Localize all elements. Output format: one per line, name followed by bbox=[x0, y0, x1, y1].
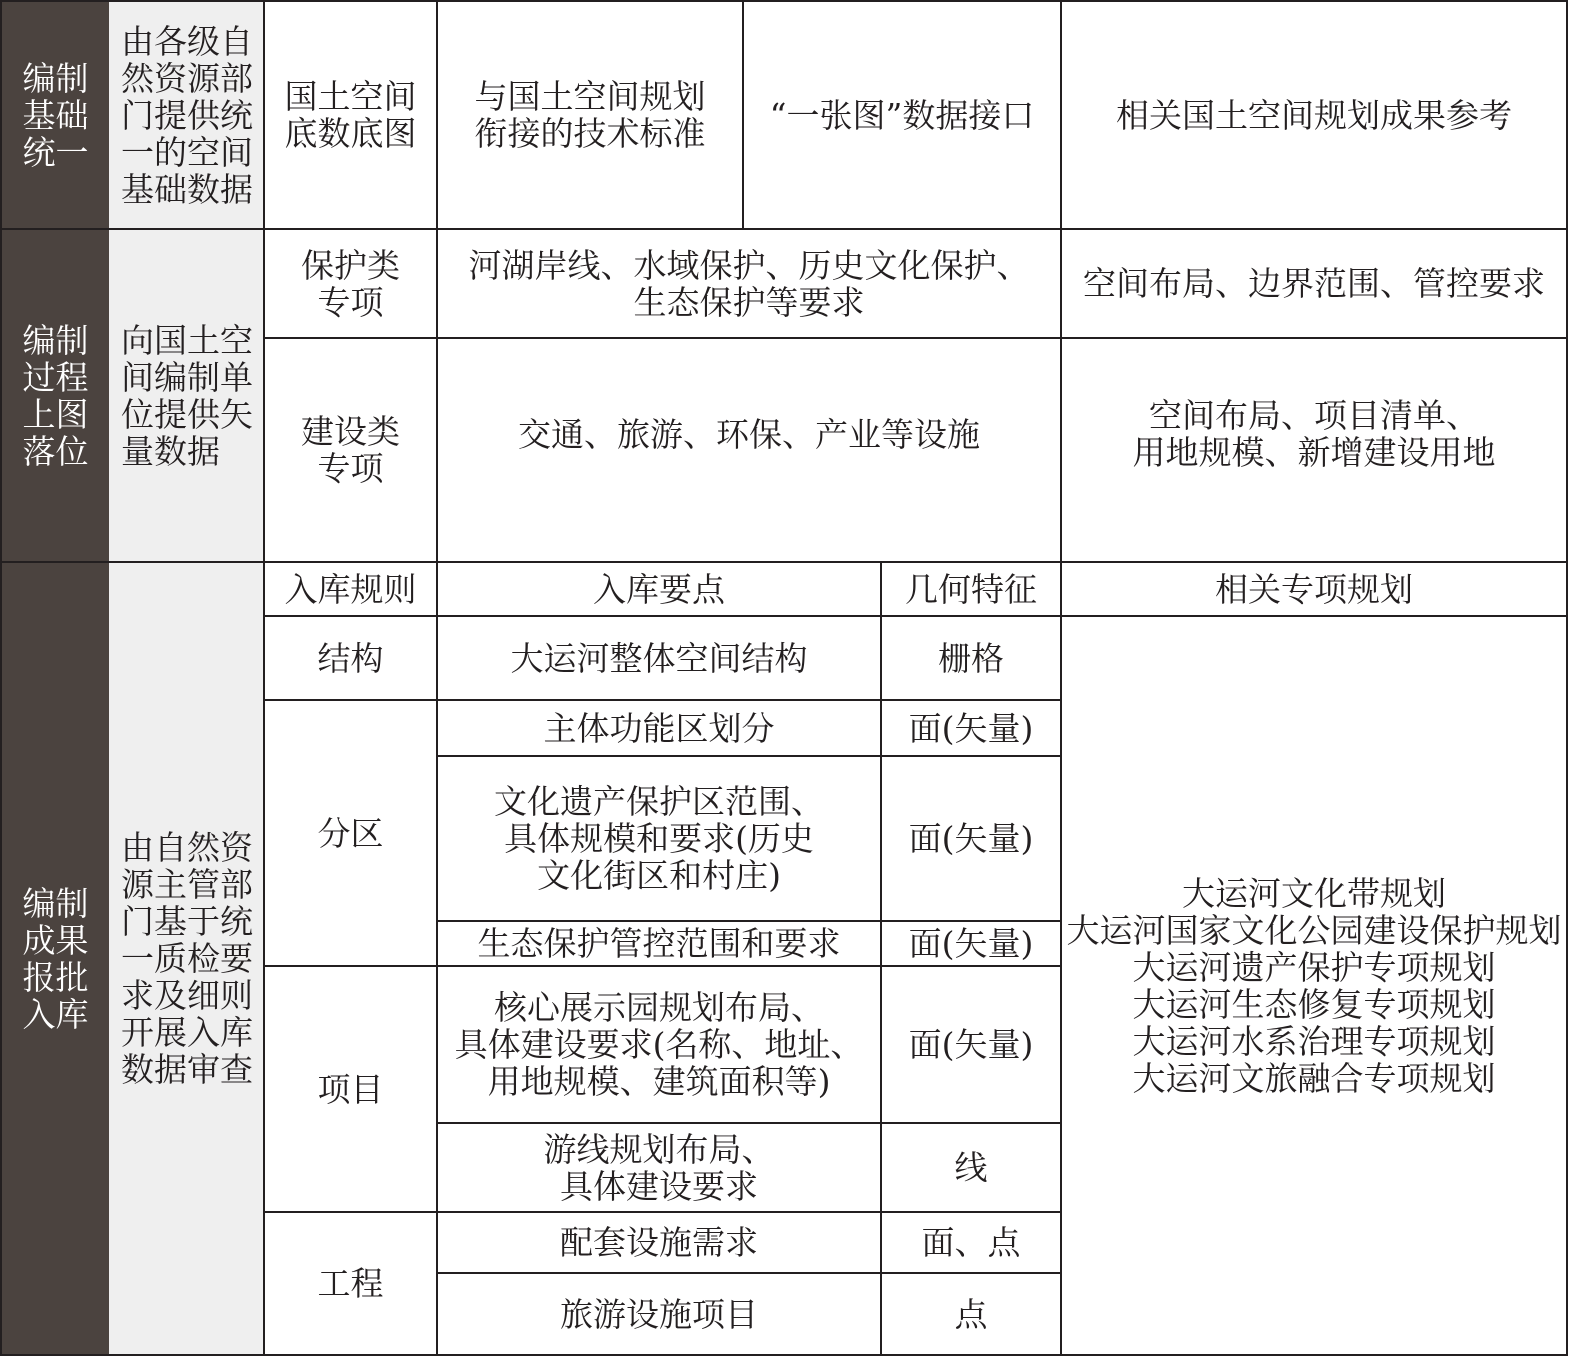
row-point bbox=[438, 617, 880, 699]
process-result-construction bbox=[1062, 339, 1566, 529]
row-geometry bbox=[882, 617, 1060, 699]
row-point-text: 主体功能区划分 bbox=[543, 708, 775, 748]
group-engineering bbox=[265, 1213, 436, 1354]
stage-label-approval bbox=[2, 563, 109, 1354]
header-geometry bbox=[882, 563, 1060, 615]
header-plans-text: 相关专项规划 bbox=[1215, 569, 1413, 609]
divider bbox=[438, 920, 1060, 922]
row-point-text: 生态保护管控范围和要求 bbox=[477, 924, 841, 963]
row-geometry bbox=[882, 1213, 1060, 1272]
header-rule-text: 入库规则 bbox=[284, 569, 417, 609]
header-plans bbox=[1062, 563, 1566, 615]
divider bbox=[880, 561, 882, 1356]
row-point bbox=[438, 1124, 880, 1211]
section-desc-process bbox=[109, 230, 263, 561]
row-point bbox=[438, 1274, 880, 1354]
group-engineering-text: 工程 bbox=[317, 1264, 384, 1303]
row-geometry-text: 面(矢量) bbox=[908, 708, 1034, 748]
group-structure bbox=[265, 617, 436, 699]
row-geometry bbox=[882, 967, 1060, 1122]
section-desc-basis bbox=[109, 2, 263, 228]
related-plans-list bbox=[1062, 617, 1566, 1354]
process-type-protection-text: 保护类 专项 bbox=[301, 245, 400, 322]
process-content-protection-text: 河湖岸线、水域保护、历史文化保护、 生态保护等要求 bbox=[468, 245, 1030, 322]
row-geometry-text: 面、点 bbox=[921, 1223, 1021, 1262]
row-geometry-text: 线 bbox=[954, 1148, 988, 1187]
related-plans-list-text: 大运河文化带规划 大运河国家文化公园建设保护规划 大运河遗产保护专项规划 大运河生态修复专项规划 大运河水系治理专项规划 大运河文旅融合专项规划 bbox=[1066, 873, 1562, 1098]
divider bbox=[265, 337, 1566, 339]
row-point-text: 核心展示园规划布局、 具体建设要求(名称、地址、 用地规模、建筑面积等) bbox=[454, 988, 864, 1101]
row-point bbox=[438, 1213, 880, 1272]
group-project-text: 项目 bbox=[317, 1069, 384, 1109]
stage-label-basis bbox=[2, 2, 109, 228]
process-content-construction bbox=[438, 339, 1060, 529]
row-geometry bbox=[882, 757, 1060, 920]
row-geometry bbox=[882, 701, 1060, 755]
section-desc-approval bbox=[109, 563, 263, 1354]
section-desc-approval-text: 由自然资 源主管部 门基于统 一质检要 求及细则 开展入库 数据审查 bbox=[121, 828, 253, 1089]
header-geometry-text: 几何特征 bbox=[905, 569, 1037, 609]
group-project bbox=[265, 967, 436, 1211]
basis-cell-standards-text: 与国土空间规划 衔接的技术标准 bbox=[474, 77, 706, 153]
divider bbox=[265, 965, 1060, 967]
divider bbox=[438, 1122, 1060, 1124]
divider bbox=[438, 755, 1060, 757]
row-point bbox=[438, 701, 880, 755]
basis-cell-reference-text: 相关国土空间规划成果参考 bbox=[1116, 95, 1512, 135]
basis-cell-base-map-text: 国土空间 底数底图 bbox=[284, 77, 417, 153]
process-result-protection bbox=[1062, 230, 1566, 337]
basis-cell-reference bbox=[1062, 2, 1566, 228]
row-geometry bbox=[882, 922, 1060, 965]
row-geometry-text: 面(矢量) bbox=[908, 924, 1034, 963]
stage-label-approval-text: 编制 成果 报批 入库 bbox=[22, 883, 89, 1034]
divider bbox=[438, 1272, 1060, 1274]
process-type-construction-text: 建设类 专项 bbox=[301, 412, 400, 488]
divider bbox=[436, 0, 438, 1356]
row-geometry-text: 栅格 bbox=[938, 638, 1004, 678]
divider bbox=[263, 0, 265, 1356]
header-point bbox=[438, 563, 880, 615]
process-type-protection bbox=[265, 230, 436, 337]
divider bbox=[265, 1211, 1060, 1213]
row-geometry bbox=[882, 1274, 1060, 1354]
divider bbox=[265, 615, 1566, 617]
header-point-text: 入库要点 bbox=[593, 569, 725, 609]
divider bbox=[1060, 0, 1062, 1356]
row-point-text: 旅游设施项目 bbox=[560, 1294, 758, 1334]
group-structure-text: 结构 bbox=[317, 638, 384, 678]
divider bbox=[742, 0, 744, 228]
group-zoning bbox=[265, 701, 436, 965]
row-point bbox=[438, 922, 880, 965]
divider bbox=[0, 228, 1568, 230]
stage-label-process-text: 编制 过程 上图 落位 bbox=[22, 320, 89, 471]
stage-label-basis-text: 编制 基础 统一 bbox=[22, 58, 89, 172]
process-result-protection-text: 空间布局、边界范围、管控要求 bbox=[1083, 264, 1545, 303]
row-geometry-text: 面(矢量) bbox=[908, 819, 1034, 858]
row-geometry-text: 面(矢量) bbox=[908, 1025, 1034, 1064]
divider bbox=[0, 561, 1568, 563]
basis-cell-base-map bbox=[265, 2, 436, 228]
section-desc-basis-text: 由各级自 然资源部 门提供统 一的空间 基础数据 bbox=[121, 21, 253, 209]
group-zoning-text: 分区 bbox=[317, 813, 384, 853]
divider bbox=[265, 699, 1060, 701]
header-rule bbox=[265, 563, 436, 615]
row-point-text: 配套设施需求 bbox=[560, 1223, 758, 1262]
row-point-text: 大运河整体空间结构 bbox=[510, 638, 808, 678]
process-type-construction bbox=[265, 339, 436, 561]
row-geometry bbox=[882, 1124, 1060, 1211]
process-content-construction-text: 交通、旅游、环保、产业等设施 bbox=[518, 414, 980, 454]
row-point-text: 文化遗产保护区范围、 具体规模和要求(历史 文化街区和村庄) bbox=[494, 782, 824, 895]
process-result-construction-text: 空间布局、项目清单、 用地规模、新增建设用地 bbox=[1132, 396, 1496, 472]
row-point-text: 游线规划布局、 具体建设要求 bbox=[543, 1129, 775, 1206]
basis-cell-data-interface bbox=[744, 2, 1060, 228]
stage-label-process bbox=[2, 230, 109, 561]
basis-cell-data-interface-text: “一张图”数据接口 bbox=[769, 95, 1035, 135]
section-desc-process-text: 向国土空 间编制单 位提供矢 量数据 bbox=[121, 320, 253, 471]
row-geometry-text: 点 bbox=[954, 1294, 988, 1334]
process-content-protection bbox=[438, 230, 1060, 337]
basis-cell-standards bbox=[438, 2, 742, 228]
row-point bbox=[438, 757, 880, 920]
row-point bbox=[438, 967, 880, 1122]
